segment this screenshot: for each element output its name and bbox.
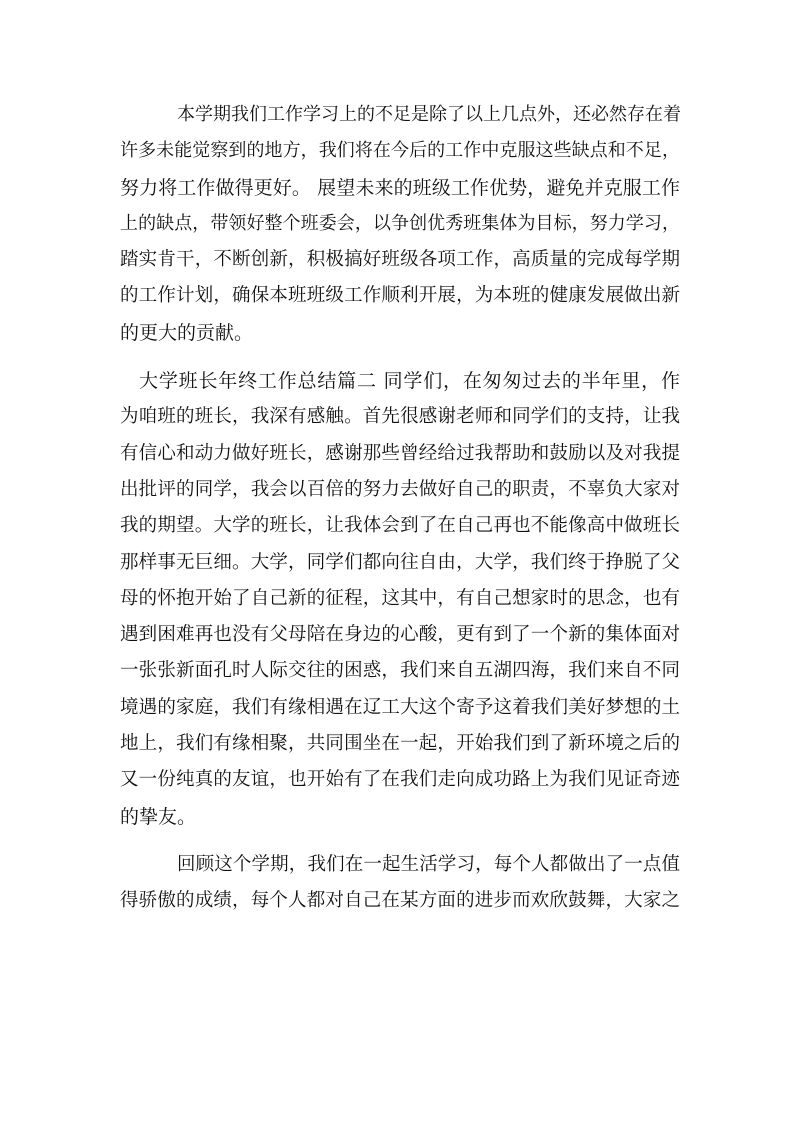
text-line: 的更大的贡献。 <box>120 321 254 344</box>
text-line: 出批评的同学，我会以百倍的努力去做好自己的职责，不辜负大家对 <box>120 478 680 500</box>
text-line: 地上，我们有缘相聚，共同围坐在一起，开始我们到了新环境之后的 <box>120 733 680 755</box>
document-body <box>120 97 680 920</box>
text-line: 上的缺点，带领好整个班委会，以争创优秀班集体为目标，努力学习， <box>120 212 680 234</box>
text-line: 许多未能觉察到的地方，我们将在今后的工作中克服这些缺点和不足， <box>120 140 680 162</box>
text-line: 有信心和动力做好班长，感谢那些曾经给过我帮助和鼓励以及对我提 <box>120 442 680 464</box>
section-heading-line: 大学班长年终工作总结篇二 同学们，在匆匆过去的半年里，作 <box>139 370 680 393</box>
paragraph-gap <box>120 351 680 363</box>
text-line: 母的怀抱开始了自己新的征程，这其中，有自己想家时的思念，也有 <box>120 587 680 609</box>
text-line: 得骄傲的成绩，每个人都对自己在某方面的进步而欢欣鼓舞，大家之 <box>120 890 680 912</box>
text-line: 的工作计划，确保本班班级工作顺利开展，为本班的健康发展做出新 <box>120 285 680 307</box>
paragraph-gap <box>120 835 680 847</box>
text-line: 遇到困难再也没有父母陪在身边的心酸，更有到了一个新的集体面对 <box>120 624 680 646</box>
text-line: 踏实肯干，不断创新，积极搞好班级各项工作，高质量的完成每学期 <box>120 249 680 271</box>
text-line: 一张张新面孔时人际交往的困惑，我们来自五湖四海，我们来自不同 <box>120 660 680 682</box>
paragraph-3 <box>120 847 680 920</box>
text-line: 我的期望。大学的班长，让我体会到了在自己再也不能像高中做班长 <box>120 515 680 537</box>
text-line: 回顾这个学期，我们在一起生活学习，每个人都做出了一点值 <box>177 853 680 875</box>
text-line: 那样事无巨细。大学，同学们都向往自由，大学，我们终于挣脱了父 <box>120 551 680 573</box>
paragraph-2 <box>120 363 680 835</box>
text-line: 本学期我们工作学习上的不足是除了以上几点外，还必然存在着 <box>177 104 681 125</box>
text-line: 的挚友。 <box>120 805 197 828</box>
paragraph-1 <box>120 97 680 351</box>
text-line: 又一份纯真的友谊，也开始有了在我们走向成功路上为我们见证奇迹 <box>120 769 680 791</box>
text-line: 境遇的家庭，我们有缘相遇在辽工大这个寄予这着我们美好梦想的土 <box>120 696 680 718</box>
text-line: 为咱班的班长，我深有感触。首先很感谢老师和同学们的支持，让我 <box>120 406 680 428</box>
text-line: 努力将工作做得更好。 展望未来的班级工作优势，避免并克服工作 <box>120 176 680 199</box>
